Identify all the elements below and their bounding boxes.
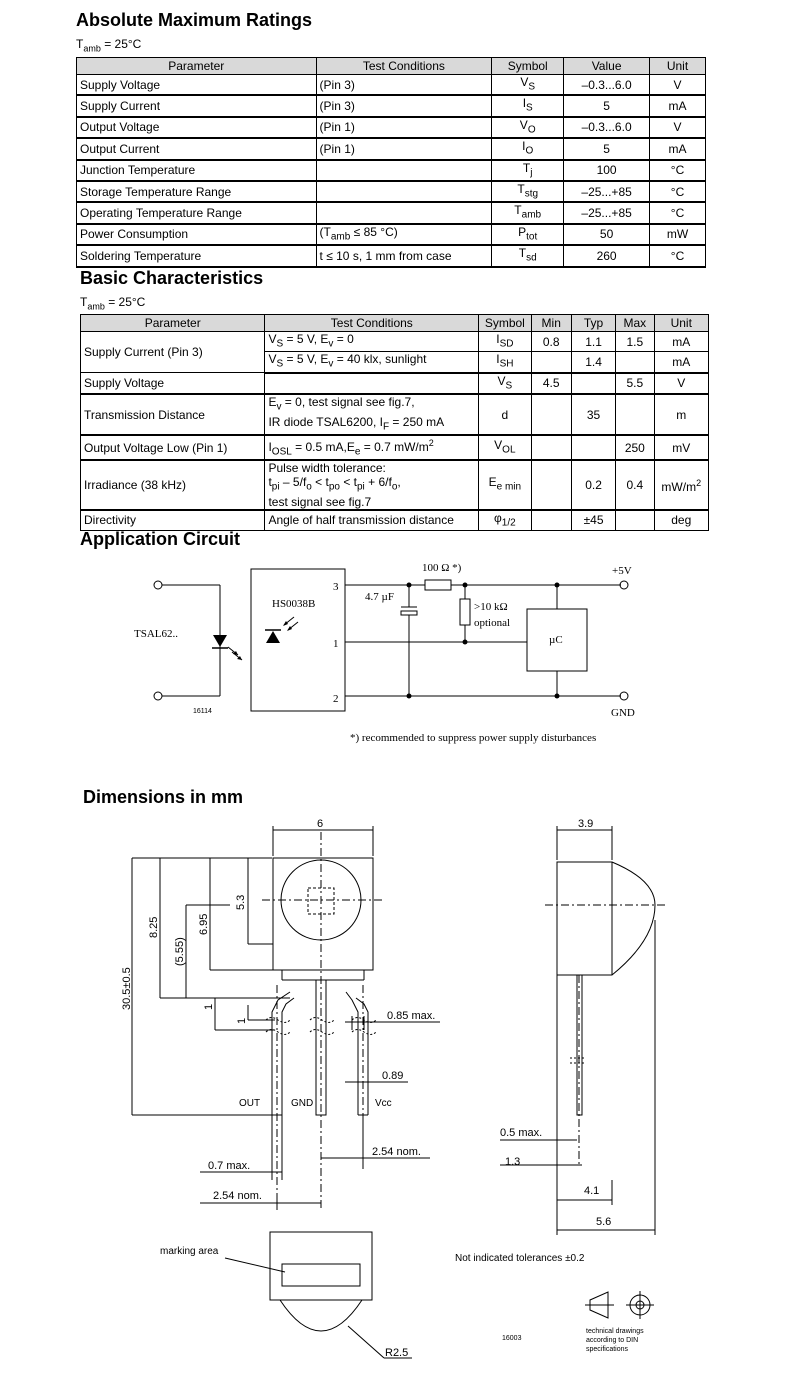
table-row bbox=[81, 435, 709, 460]
pin1-label: 1 bbox=[333, 638, 339, 650]
min-cell bbox=[531, 435, 571, 460]
header-test-conditions: Test Conditions bbox=[265, 315, 479, 332]
basic-table bbox=[80, 314, 709, 531]
series-resistor bbox=[425, 580, 451, 590]
value-cell: –25...+85 bbox=[564, 181, 650, 202]
header-test-conditions: Test Conditions bbox=[316, 58, 492, 75]
header-unit: Unit bbox=[650, 58, 706, 75]
resistor-label: 100 Ω *) bbox=[422, 562, 462, 574]
abs-max-title: Absolute Maximum Ratings bbox=[76, 10, 313, 30]
sym-supply-current-2: $I_{SH}$ bbox=[479, 352, 531, 373]
cap-label: 4.7 µF bbox=[365, 591, 394, 603]
max-cell: 250 bbox=[616, 435, 654, 460]
application-circuit-diagram bbox=[0, 555, 790, 755]
unit-cell: deg bbox=[654, 510, 709, 531]
typ-cell: 35 bbox=[571, 394, 615, 435]
param-supply-current: Supply Current (Pin 3) bbox=[81, 332, 265, 373]
dimensions-title: Dimensions in mm bbox=[83, 787, 244, 807]
unit-cell: V bbox=[650, 117, 706, 138]
dim-1-b: 1 bbox=[236, 1017, 248, 1024]
cond-cell: ($T_{amb} \le 85$ °C) bbox=[316, 224, 492, 245]
dim-8-25: 8.25 bbox=[148, 916, 160, 938]
table-header-row bbox=[81, 315, 709, 332]
dim-6-95: 6.95 bbox=[198, 913, 210, 935]
sym-cell: $E_{e min}$ bbox=[479, 460, 531, 509]
emitter-terminal-bottom bbox=[154, 692, 162, 700]
table-row bbox=[81, 373, 709, 394]
projection-symbol-icon bbox=[585, 1291, 654, 1319]
pin-vcc-label: Vcc bbox=[375, 1098, 392, 1109]
param-cell: Storage Temperature Range bbox=[77, 181, 317, 202]
sym-cell: $P_{tot}$ bbox=[492, 224, 564, 245]
dim-pitch-2: 2.54 nom. bbox=[213, 1190, 262, 1202]
abs-max-table bbox=[76, 57, 706, 268]
value-cell: 50 bbox=[564, 224, 650, 245]
sym-cell: $V_S$ bbox=[479, 373, 531, 394]
param-cell: Power Consumption bbox=[77, 224, 317, 245]
basic-title: Basic Characteristics bbox=[80, 268, 264, 288]
header-parameter: Parameter bbox=[81, 315, 265, 332]
max-cell bbox=[616, 394, 654, 435]
param-cell: Soldering Temperature bbox=[77, 245, 317, 266]
bottom-view-lens bbox=[280, 1300, 362, 1331]
param-cell: Operating Temperature Range bbox=[77, 202, 317, 223]
unit-cell: mA bbox=[654, 332, 709, 352]
typ-cell: 1.4 bbox=[571, 352, 615, 373]
dim-1-a: 1 bbox=[203, 1003, 215, 1010]
cond-supply-current-1: $V_S = 5$ V, $E_v = 0$ bbox=[265, 332, 479, 352]
sym-cell: $I_O$ bbox=[492, 138, 564, 159]
dim-0-85: 0.85 max. bbox=[387, 1010, 436, 1022]
unit-cell: °C bbox=[650, 202, 706, 223]
gnd-label: GND bbox=[611, 707, 635, 719]
mcu-label: µC bbox=[549, 634, 563, 646]
dim-1-3: 1.3 bbox=[505, 1156, 521, 1168]
cond-cell: (Pin 3) bbox=[316, 95, 492, 116]
pullup-label: >10 kΩ bbox=[474, 601, 508, 613]
photodiode-icon bbox=[265, 617, 298, 643]
unit-cell: mA bbox=[650, 95, 706, 116]
typ-cell: ±45 bbox=[571, 510, 615, 531]
tech-note-3: specifications bbox=[586, 1346, 629, 1353]
value-cell: –25...+85 bbox=[564, 202, 650, 223]
circuit-title: Application Circuit bbox=[80, 529, 241, 549]
table-row bbox=[81, 332, 709, 352]
sym-cell: $V_{OL}$ bbox=[479, 435, 531, 460]
param-supply-voltage: Supply Voltage bbox=[81, 373, 265, 394]
sym-cell: $T_{sd}$ bbox=[492, 245, 564, 266]
min-cell bbox=[531, 460, 571, 509]
table-row bbox=[81, 460, 709, 509]
header-max: Max bbox=[616, 315, 654, 332]
typ-cell: 1.1 bbox=[571, 332, 615, 352]
supply-label: +5V bbox=[612, 565, 632, 577]
unit-cell: mA bbox=[654, 352, 709, 373]
cond-cell: Angle of half transmission distance bbox=[265, 510, 479, 531]
value-cell: 5 bbox=[564, 138, 650, 159]
param-transmission: Transmission Distance bbox=[81, 394, 265, 435]
dim-pitch-1: 2.54 nom. bbox=[372, 1146, 421, 1158]
max-cell: 1.5 bbox=[616, 332, 654, 352]
unit-cell: mV bbox=[654, 435, 709, 460]
cond-cell bbox=[316, 202, 492, 223]
pin-gnd-label: GND bbox=[291, 1098, 314, 1109]
pin-out-label: OUT bbox=[239, 1098, 261, 1109]
min-cell: 4.5 bbox=[531, 373, 571, 394]
header-parameter: Parameter bbox=[77, 58, 317, 75]
cond-transmission: $E_v = 0$, test signal see fig.7, IR diode TSAL6200, $I_F = 250$ mA bbox=[265, 394, 479, 435]
tolerance-note: Not indicated tolerances ±0.2 bbox=[455, 1253, 585, 1264]
pullup-note: optional bbox=[474, 617, 511, 629]
pin2-label: 2 bbox=[333, 693, 339, 705]
dim-4-1: 4.1 bbox=[584, 1185, 600, 1197]
param-output-low: Output Voltage Low (Pin 1) bbox=[81, 435, 265, 460]
value-cell: –0.3...6.0 bbox=[564, 75, 650, 96]
dim-width: 6 bbox=[317, 818, 324, 830]
sym-cell: $I_S$ bbox=[492, 95, 564, 116]
table-row bbox=[77, 202, 706, 223]
dim-0-7: 0.7 max. bbox=[208, 1160, 251, 1172]
value-cell: 5 bbox=[564, 95, 650, 116]
cond-cell: (Pin 1) bbox=[316, 138, 492, 159]
cond-cell: (Pin 1) bbox=[316, 117, 492, 138]
cond-cell bbox=[316, 160, 492, 181]
table-row bbox=[77, 117, 706, 138]
max-cell bbox=[616, 352, 654, 373]
sym-supply-current-1: $I_{SD}$ bbox=[479, 332, 531, 352]
typ-cell bbox=[571, 435, 615, 460]
param-cell: Output Current bbox=[77, 138, 317, 159]
unit-cell: °C bbox=[650, 160, 706, 181]
value-cell: 260 bbox=[564, 245, 650, 266]
table-row bbox=[77, 224, 706, 245]
dims-fig-number: 16003 bbox=[502, 1335, 522, 1342]
table-row bbox=[77, 75, 706, 96]
dim-total: 30.5±0.5 bbox=[121, 967, 133, 1010]
tech-note-2: according to DIN bbox=[586, 1337, 639, 1344]
side-view-body bbox=[557, 862, 655, 975]
typ-cell bbox=[571, 373, 615, 394]
param-directivity: Directivity bbox=[81, 510, 265, 531]
min-cell bbox=[531, 510, 571, 531]
emitter-terminal-top bbox=[154, 581, 162, 589]
unit-cell: V bbox=[654, 373, 709, 394]
param-irradiance: Irradiance (38 kHz) bbox=[81, 460, 265, 509]
table-header-row bbox=[77, 58, 706, 75]
header-min: Min bbox=[531, 315, 571, 332]
dim-0-89: 0.89 bbox=[382, 1070, 404, 1082]
supply-terminal bbox=[620, 581, 628, 589]
unit-cell: mA bbox=[650, 138, 706, 159]
sym-cell: $V_S$ bbox=[492, 75, 564, 96]
value-cell: 100 bbox=[564, 160, 650, 181]
param-cell: Junction Temperature bbox=[77, 160, 317, 181]
pullup-resistor bbox=[460, 599, 470, 625]
max-cell bbox=[616, 510, 654, 531]
basic-condition: $T_{amb} = 25^\circ C$ bbox=[80, 295, 146, 312]
unit-cell: m bbox=[654, 394, 709, 435]
cond-cell bbox=[265, 373, 479, 394]
abs-max-condition: $T_{amb} = 25^\circ C$ bbox=[76, 37, 142, 54]
header-typ: Typ bbox=[571, 315, 615, 332]
cond-cell bbox=[316, 181, 492, 202]
lead-vcc bbox=[346, 992, 368, 1115]
dim-5-6: 5.6 bbox=[596, 1216, 612, 1228]
unit-cell: °C bbox=[650, 245, 706, 266]
dim-radius: R2.5 bbox=[385, 1347, 409, 1359]
pin3-label: 3 bbox=[333, 581, 339, 593]
table-row bbox=[77, 160, 706, 181]
cond-output-low: $I_{OSL} = 0.5$ $mA,E_e = 0.7$ $mW/m^2$ bbox=[265, 435, 479, 460]
unit-cell: mW bbox=[650, 224, 706, 245]
unit-cell: V bbox=[650, 75, 706, 96]
header-value: Value bbox=[564, 58, 650, 75]
table-row bbox=[77, 245, 706, 266]
table-row bbox=[77, 138, 706, 159]
value-cell: –0.3...6.0 bbox=[564, 117, 650, 138]
sym-cell: $T_j$ bbox=[492, 160, 564, 181]
dimension-drawing bbox=[0, 812, 790, 1372]
min-cell bbox=[531, 352, 571, 373]
part-label: HS0038B bbox=[272, 598, 316, 610]
cond-irradiance: Pulse width tolerance: $t_{pi} - 5/f_o < t_{po} < t_{pi} + 6/f_o$, test signal see fig.7 bbox=[265, 460, 479, 509]
header-symbol: Symbol bbox=[479, 315, 531, 332]
param-cell: Supply Current bbox=[77, 95, 317, 116]
tech-note-1: technical drawings bbox=[586, 1328, 644, 1335]
table-row bbox=[81, 510, 709, 531]
unit-cell: °C bbox=[650, 181, 706, 202]
param-cell: Output Voltage bbox=[77, 117, 317, 138]
sym-cell: d bbox=[479, 394, 531, 435]
lead-out bbox=[272, 992, 294, 1115]
table-row bbox=[77, 181, 706, 202]
sym-cell: $\varphi_{1/2}$ bbox=[479, 510, 531, 531]
circuit-fig-number: 16114 bbox=[193, 708, 212, 715]
header-symbol: Symbol bbox=[492, 58, 564, 75]
marking-area-label: marking area bbox=[160, 1246, 219, 1257]
sym-cell: $T_{stg}$ bbox=[492, 181, 564, 202]
dim-5-55: (5.55) bbox=[174, 937, 186, 966]
cond-cell: (Pin 3) bbox=[316, 75, 492, 96]
sym-cell: $T_{amb}$ bbox=[492, 202, 564, 223]
sym-cell: $V_O$ bbox=[492, 117, 564, 138]
marking-area bbox=[282, 1264, 360, 1286]
typ-cell: 0.2 bbox=[571, 460, 615, 509]
circuit-footnote: *) recommended to suppress power supply disturbances bbox=[350, 732, 597, 744]
dim-5-3: 5.3 bbox=[235, 894, 247, 910]
ir-emitter-diode-icon bbox=[212, 635, 242, 660]
dim-0-5: 0.5 max. bbox=[500, 1127, 543, 1139]
emitter-label: TSAL62.. bbox=[134, 628, 178, 640]
cond-supply-current-2: $V_S = 5$ V, $E_v = 40$ klx, sunlight bbox=[265, 352, 479, 373]
max-cell: 5.5 bbox=[616, 373, 654, 394]
table-row bbox=[81, 394, 709, 435]
min-cell bbox=[531, 394, 571, 435]
unit-cell: $mW/m^2$ bbox=[654, 460, 709, 509]
max-cell: 0.4 bbox=[616, 460, 654, 509]
cond-cell: t ≤ 10 s, 1 mm from case bbox=[316, 245, 492, 266]
receiver-module-box bbox=[251, 569, 345, 711]
table-row bbox=[77, 95, 706, 116]
min-cell: 0.8 bbox=[531, 332, 571, 352]
header-unit: Unit bbox=[654, 315, 709, 332]
param-cell: Supply Voltage bbox=[77, 75, 317, 96]
gnd-terminal bbox=[620, 692, 628, 700]
dim-depth: 3.9 bbox=[578, 818, 594, 830]
bottom-view-body bbox=[270, 1232, 372, 1300]
